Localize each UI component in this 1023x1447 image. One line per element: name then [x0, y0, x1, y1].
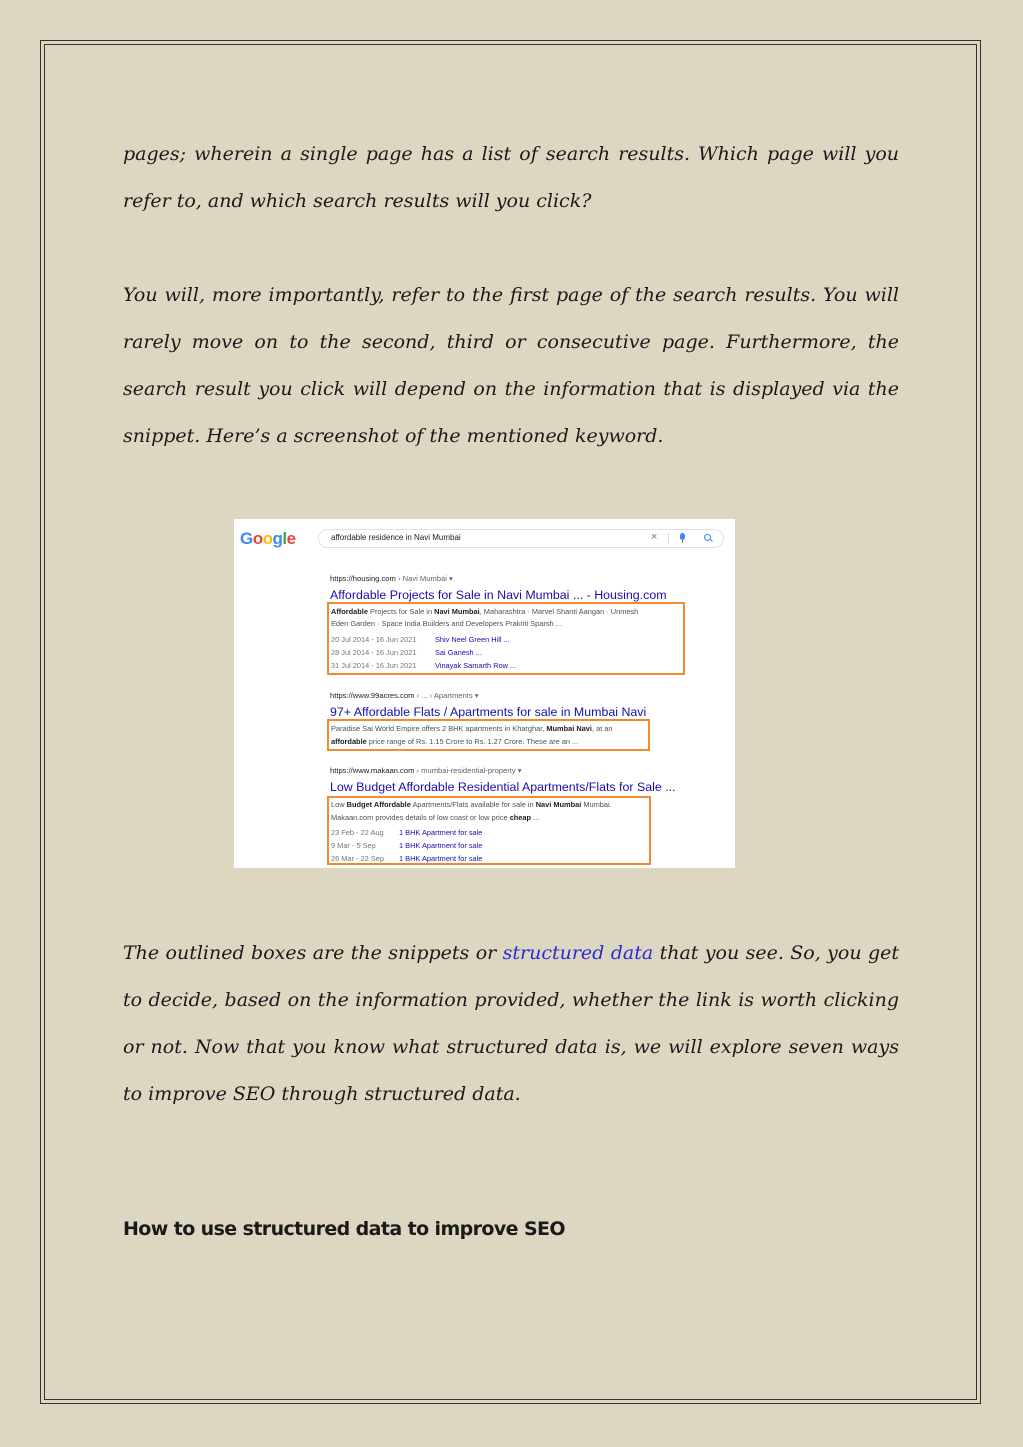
google-logo: Google [240, 529, 296, 548]
snippet-sublink: 1 BHK Apartment for sale [399, 854, 483, 863]
result-3-url: https://www.makaan.com › mumbai-residential-property ▾ [330, 766, 522, 775]
result-2-title: 97+ Affordable Flats / Apartments for sale in Mumbai Navi [330, 705, 647, 719]
result-2-snippet-box [327, 719, 650, 751]
snippet-line: affordable price range of Rs. 1.15 Crore to Rs. 1.27 Crore. These are an ... [331, 737, 579, 746]
snippet-sublink: Sai Ganesh ... [435, 648, 482, 657]
paragraph-2: You will, more importantly, refer to the first page of the search results. You will rarely move on to the second, third or consecutive page. Furthermore, the search result you click will depend on the information that is displayed via the snippet. Here’s a screenshot of the mentioned keyword. [123, 284, 899, 447]
snippet-line: Makaan.com provides details of low coast or low price cheap ... [331, 813, 540, 822]
section-heading: How to use structured data to improve SEO [123, 1218, 565, 1240]
snippet-sublink: Vinayak Samarth Row ... [435, 661, 517, 670]
search-results-screenshot [234, 519, 735, 868]
search-icon [704, 534, 711, 541]
result-3-snippet-box [327, 796, 651, 865]
microphone-icon [680, 533, 685, 540]
snippet-date: 26 Mar - 22 Sep [331, 854, 384, 863]
result-3-title: Low Budget Affordable Residential Apartments/Flats for Sale ... [330, 780, 676, 794]
snippet-line: Affordable Projects for Sale in Navi Mumbai, Maharashtra · Marvel Shanti Aangan · Unmesh [331, 607, 639, 616]
snippet-line: Low Budget Affordable Apartments/Flats available for sale in Navi Mumbai Mumbai. [331, 800, 612, 809]
search-divider [668, 533, 669, 544]
result-2-url: https://www.99acres.com › ... › Apartments ▾ [330, 691, 479, 700]
close-icon: × [651, 531, 658, 543]
paragraph-1: pages; wherein a single page has a list of search results. Which page will you refer to, and which search results will you click? [123, 143, 899, 212]
result-1-title: Affordable Projects for Sale in Navi Mumbai ... - Housing.com [330, 588, 667, 602]
snippet-sublink: Shiv Neel Green Hill ... [435, 635, 510, 644]
search-query: affordable residence in Navi Mumbai [331, 533, 461, 542]
structured-data-link[interactable]: structured data [502, 942, 654, 964]
snippet-line: Paradise Sai World Empire offers 2 BHK apartments in Kharghar, Mumbai Navi, at an [331, 724, 613, 733]
paragraph-3: The outlined boxes are the snippets or structured data that you see. So, you get to decide, based on the information provided, whether the link is worth clicking or not. Now that you know what structured data is, we will explore seven ways to improve SEO through structured data. [123, 942, 899, 1105]
snippet-date: 23 Feb - 22 Aug [331, 828, 384, 837]
snippet-date: 28 Jul 2014 - 16 Jun 2021 [331, 648, 417, 657]
snippet-sublink: 1 BHK Apartment for sale [399, 828, 483, 837]
snippet-date: 20 Jul 2014 - 16 Jun 2021 [331, 635, 417, 644]
snippet-line: Eden Garden · Space India Builders and Developers Prakriti Sparsh ... [331, 619, 562, 628]
result-1-snippet-box [327, 602, 685, 675]
snippet-date: 31 Jul 2014 - 16 Jun 2021 [331, 661, 417, 670]
result-1-url: https://housing.com › Navi Mumbai ▾ [330, 574, 453, 583]
search-box [318, 529, 724, 548]
snippet-sublink: 1 BHK Apartment for sale [399, 841, 483, 850]
snippet-date: 9 Mar - 5 Sep [331, 841, 376, 850]
